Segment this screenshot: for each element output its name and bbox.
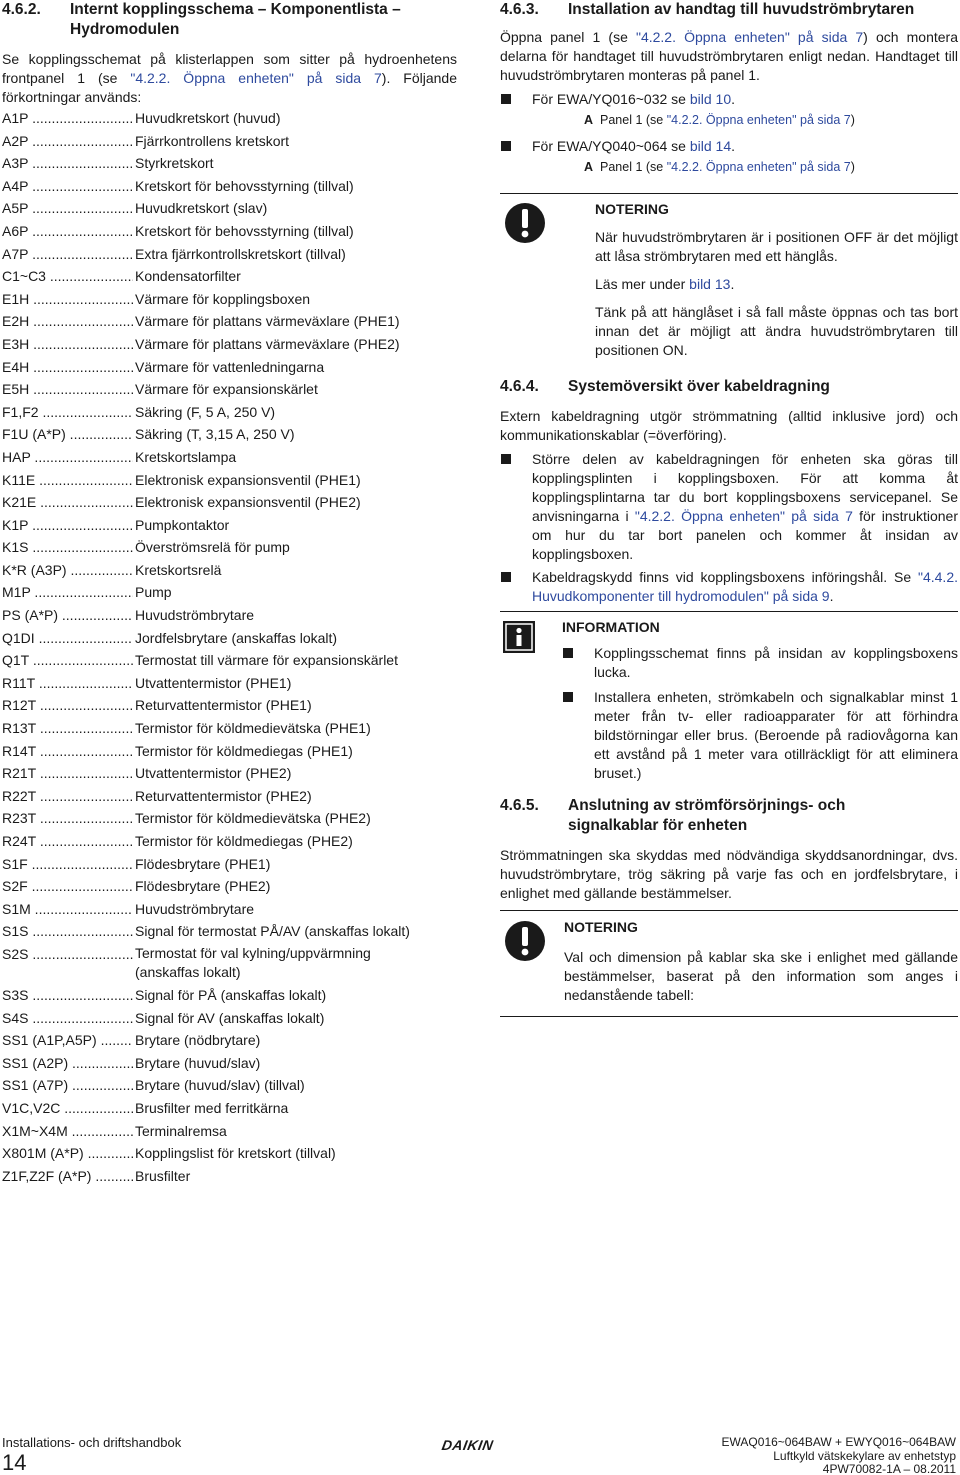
abbreviation-description: Elektronisk expansionsventil (PHE1) — [134, 469, 361, 491]
abbreviation-code: SS1 (A7P) ..... — [2, 1074, 133, 1096]
footer-doc-code: 4PW70082-1A – 08.2011 — [822, 1462, 956, 1475]
abbreviation-row — [2, 1074, 457, 1097]
abbreviation-list — [2, 107, 457, 1187]
bullet-cable-guard: Kabeldragskydd finns vid kopplingsboxens införingshål. Se "4.4.2. Huvudkomponenter till hydromodulen" på sida 9. — [500, 568, 958, 606]
abbreviation-row — [2, 604, 457, 627]
abbreviation-row — [2, 984, 457, 1007]
section-heading-462 — [2, 0, 457, 40]
bullet-square-icon — [563, 692, 573, 702]
abbreviation-row — [2, 717, 457, 740]
abbreviation-row — [2, 220, 457, 243]
note-box-1 — [500, 200, 958, 360]
abbreviation-description: Värmare för plattans värmeväxlare (PHE1) — [134, 310, 400, 332]
note-box-2 — [500, 918, 958, 1005]
abbreviation-code: R12T ..... — [2, 694, 133, 716]
abbreviation-row — [2, 536, 457, 559]
warning-exclamation-icon — [504, 202, 546, 244]
abbreviation-code: E4H ..... — [2, 356, 133, 378]
abbreviation-code: Q1T ..... — [2, 649, 133, 671]
abbreviation-description: Returvattentermistor (PHE1) — [134, 694, 312, 716]
abbreviation-code: R24T ..... — [2, 830, 133, 852]
abbreviation-code: PS (A*P) ..... — [2, 604, 133, 626]
abbreviation-row — [2, 152, 457, 175]
abbreviation-row — [2, 581, 457, 604]
abbreviation-row — [2, 943, 457, 984]
abbreviation-description: Elektronisk expansionsventil (PHE2) — [134, 491, 361, 513]
info-box — [500, 618, 958, 783]
divider — [500, 910, 958, 911]
abbreviation-description: Värmare för vattenledningarna — [134, 356, 324, 378]
abbreviation-code: A3P ..... — [2, 152, 133, 174]
abbreviation-description: Säkring (F, 5 A, 250 V) — [134, 401, 275, 423]
section-heading-465: 4.6.5. Anslutning av strömförsörjnings- och signalkablar för enheten — [500, 797, 846, 834]
abbreviation-row — [2, 288, 457, 311]
abbreviation-description: Kretskort för behovsstyrning (tillval) — [134, 220, 354, 242]
abbreviation-code: A2P ..... — [2, 130, 133, 152]
abbreviation-code: A7P ..... — [2, 243, 133, 265]
abbreviation-row — [2, 762, 457, 785]
abbreviation-code: E3H ..... — [2, 333, 133, 355]
bullet-ewayq016: För EWA/YQ016~032 se bild 10. — [500, 90, 958, 109]
abbreviation-description: Termistor för köldmedievätska (PHE2) — [134, 807, 371, 829]
abbreviation-description: Termostat för val kylning/uppvärmning (anskaffas lokalt) — [134, 944, 434, 982]
info-bullet: Installera enheten, strömkabeln och signalkablar minst 1 meter från tv- eller radioapparater för att förhindra bildstörningar eller brus. (Beroende på radiovågorna kan ett avstånd på 1 meter vara otillräckligt för att eliminera bruset.) — [562, 688, 958, 783]
footer-description: Luftkyld vätskekylare av enhetstyp — [773, 1449, 956, 1463]
abbreviation-code: M1P ..... — [2, 581, 133, 603]
abbreviation-code: K*R (A3P) ..... — [2, 559, 133, 581]
s3-paragraph: Öppna panel 1 (se "4.2.2. Öppna enheten" på sida 7) och montera delarna för handtaget till huvudströmbrytaren enligt nedan. Handtaget till huvudströmbrytaren monteras på panel 1. — [500, 29, 958, 83]
s5-paragraph: Strömmatningen ska skyddas med nödvändiga skyddsanordningar, dvs. huvudströmbrytare, trög säkring på varje fas och en jordfelsbrytare, i enlighet med gällande bestämmelser. — [500, 847, 958, 901]
abbreviation-code: Q1DI ..... — [2, 627, 133, 649]
info-title: INFORMATION — [562, 619, 660, 635]
abbreviation-description: Överströmsrelä för pump — [134, 536, 290, 558]
abbreviation-code: V1C,V2C ..... — [2, 1097, 133, 1119]
abbreviation-row — [2, 785, 457, 808]
abbreviation-row — [2, 807, 457, 830]
abbreviation-description: Brusfilter med ferritkärna — [134, 1097, 288, 1119]
abbreviation-description: Kopplingslist för kretskort (tillval) — [134, 1142, 336, 1164]
abbreviation-code: R23T ..... — [2, 807, 133, 829]
abbreviation-row — [2, 423, 457, 446]
abbreviation-code: F1,F2 ..... — [2, 401, 133, 423]
abbreviation-description: Värmare för plattans värmeväxlare (PHE2) — [134, 333, 400, 355]
abbreviation-row — [2, 853, 457, 876]
abbreviation-row — [2, 130, 457, 153]
abbreviation-description: Brytare (huvud/slav) (tillval) — [134, 1074, 305, 1096]
divider — [500, 193, 958, 194]
abbreviation-row — [2, 378, 457, 401]
heading-text: Internt kopplingsschema – Komponentlista – Hydromodulen — [70, 1, 401, 38]
footer-model: EWAQ016~064BAW + EWYQ016~064BAW — [721, 1435, 956, 1449]
abbreviation-code: S3S ..... — [2, 984, 133, 1006]
abbreviation-description: Utvattentermistor (PHE1) — [134, 672, 291, 694]
abbreviation-code: A6P ..... — [2, 220, 133, 242]
abbreviation-description: Terminalremsa — [134, 1120, 227, 1142]
abbreviation-code: S4S ..... — [2, 1007, 133, 1029]
information-icon — [502, 620, 536, 654]
abbreviation-code: E5H ..... — [2, 378, 133, 400]
abbreviation-code: K21E ..... — [2, 491, 133, 513]
abbreviation-description: Värmare för expansionskärlet — [134, 378, 318, 400]
abbreviation-code: R11T ..... — [2, 672, 133, 694]
bullet-square-icon — [563, 648, 573, 658]
abbreviation-row — [2, 446, 457, 469]
abbreviation-row — [2, 1052, 457, 1075]
abbreviation-row — [2, 514, 457, 537]
abbreviation-description: Extra fjärrkontrollskretskort (tillval) — [134, 243, 346, 265]
divider — [500, 1016, 958, 1017]
abbreviation-description: Pump — [134, 581, 172, 603]
link-bild-14[interactable]: bild 14 — [689, 138, 732, 154]
bullet-square-icon — [501, 572, 511, 582]
page-number: 14 — [2, 1450, 27, 1475]
abbreviation-code: HAP ..... — [2, 446, 133, 468]
abbreviation-code: X801M (A*P) ..... — [2, 1142, 133, 1164]
abbreviation-row — [2, 920, 457, 943]
abbreviation-row — [2, 1142, 457, 1165]
abbreviation-description: Kretskort för behovsstyrning (tillval) — [134, 175, 354, 197]
abbreviation-row — [2, 1029, 457, 1052]
link-open-unit[interactable]: "4.2.2. Öppna enheten" på sida 7 — [130, 70, 382, 86]
abbreviation-description: Jordfelsbrytare (anskaffas lokalt) — [134, 627, 337, 649]
abbreviation-description: Termistor för köldmedievätska (PHE1) — [134, 717, 371, 739]
abbreviation-code: SS1 (A1P,A5P) ..... — [2, 1029, 133, 1051]
abbreviation-description: Termistor för köldmediegas (PHE2) — [134, 830, 353, 852]
abbreviation-row — [2, 333, 457, 356]
abbreviation-code: S1F ..... — [2, 853, 133, 875]
abbreviation-row — [2, 559, 457, 582]
abbreviation-code: R13T ..... — [2, 717, 133, 739]
abbreviation-description: Kretskortsrelä — [134, 559, 221, 581]
abbreviation-code: A4P ..... — [2, 175, 133, 197]
abbreviation-description: Pumpkontaktor — [134, 514, 229, 536]
abbreviation-description: Fjärrkontrollens kretskort — [134, 130, 289, 152]
abbreviation-code: F1U (A*P) ..... — [2, 423, 133, 445]
note-text: Tänk på att hänglåset i så fall måste öppnas och tas bort innan det är möjligt att ändra huvudströmbrytaren till positionen ON. — [595, 304, 958, 358]
abbreviation-row — [2, 469, 457, 492]
abbreviation-description: Huvudkretskort (huvud) — [134, 107, 281, 129]
heading-number: 4.6.2. — [2, 1, 41, 18]
section-heading-464: 4.6.4. Systemöversikt över kabeldragning — [500, 378, 830, 395]
abbreviation-code: E1H ..... — [2, 288, 133, 310]
sub-item-panel-a: A Panel 1 (se "4.2.2. Öppna enheten" på sida 7) — [584, 160, 855, 174]
abbreviation-description: Huvudströmbrytare — [134, 898, 254, 920]
abbreviation-row — [2, 694, 457, 717]
bullet-square-icon — [501, 454, 511, 464]
link-open-unit[interactable]: "4.2.2. Öppna enheten" på sida 7 — [666, 113, 851, 127]
abbreviation-code: K11E ..... — [2, 469, 133, 491]
note-text: Val och dimension på kablar ska ske i enlighet med gällande bestämmelser, baserat på den information som anges i nedanstående tabell: — [564, 949, 958, 1003]
footer-manual-title: Installations- och driftshandbok — [2, 1435, 182, 1450]
link-open-unit[interactable]: "4.2.2. Öppna enheten" på sida 7 — [635, 29, 864, 45]
link-open-unit[interactable]: "4.2.2. Öppna enheten" på sida 7 — [666, 160, 851, 174]
abbreviation-description: Flödesbrytare (PHE1) — [134, 853, 270, 875]
abbreviation-code: S1S ..... — [2, 920, 133, 942]
abbreviation-description: Värmare för kopplingsboxen — [134, 288, 310, 310]
abbreviation-row — [2, 1120, 457, 1143]
abbreviation-description: Utvattentermistor (PHE2) — [134, 762, 291, 784]
abbreviation-description: Brytare (nödbrytare) — [134, 1029, 260, 1051]
abbreviation-code: R14T ..... — [2, 740, 133, 762]
abbreviation-row — [2, 356, 457, 379]
abbreviation-code: S2F ..... — [2, 875, 133, 897]
abbreviation-code: Z1F,Z2F (A*P) ..... — [2, 1165, 133, 1187]
link-main-components[interactable]: "4.4.2. Huvudkomponenter till hydromodulen" på sida 9 — [532, 569, 958, 604]
abbreviation-row — [2, 491, 457, 514]
abbreviation-code: R21T ..... — [2, 762, 133, 784]
abbreviation-row — [2, 830, 457, 853]
abbreviation-code: A5P ..... — [2, 197, 133, 219]
abbreviation-description: Flödesbrytare (PHE2) — [134, 875, 270, 897]
bullet-ewayq040: För EWA/YQ040~064 se bild 14. — [500, 137, 958, 156]
bullet-cabling: Större delen av kabeldragningen för enheten ska göras till kopplingsplinten i kopplingsboxen. För att komma åt kopplingsplintarna tar du bort kopplingsboxens servicepanel. Se anvisningarna i "4.2.2. Öppna enheten" på sida 7 för instruktioner om hur du tar bort panelen och kommer åt insidan av kopplingsboxen. — [500, 450, 958, 564]
abbreviation-code: SS1 (A2P) ..... — [2, 1052, 133, 1074]
daikin-logo: DAIKIN — [440, 1437, 495, 1453]
divider — [500, 611, 958, 612]
info-bullet: Kopplingsschemat finns på insidan av kopplingsboxens lucka. — [562, 644, 958, 682]
abbreviation-code: K1S ..... — [2, 536, 133, 558]
abbreviation-description: Kondensatorfilter — [134, 265, 241, 287]
note-text: Läs mer under bild 13. — [595, 276, 735, 292]
abbreviation-description: Säkring (T, 3,15 A, 250 V) — [134, 423, 295, 445]
abbreviation-row — [2, 1165, 457, 1188]
abbreviation-description: Brusfilter — [134, 1165, 190, 1187]
intro-paragraph: Se kopplingsschemat på klisterlappen som sitter på hydroenhetens frontpanel 1 (se "4.2.2. Öppna enheten" på sida 7). Följande förkortningar används: — [2, 51, 457, 105]
abbreviation-code: E2H ..... — [2, 310, 133, 332]
section-heading-463: 4.6.3. Installation av handtag till huvudströmbrytaren — [500, 1, 915, 18]
abbreviation-row — [2, 265, 457, 288]
abbreviation-code: R22T ..... — [2, 785, 133, 807]
abbreviation-description: Styrkretskort — [134, 152, 214, 174]
sub-item-panel-a: A Panel 1 (se "4.2.2. Öppna enheten" på sida 7) — [584, 113, 855, 127]
abbreviation-row — [2, 1007, 457, 1030]
abbreviation-row — [2, 898, 457, 921]
abbreviation-code: A1P ..... — [2, 107, 133, 129]
page-footer — [0, 1432, 960, 1475]
s4-paragraph: Extern kabeldragning utgör strömmatning (alltid inklusive jord) och kommunikationskablar (=överföring). — [500, 408, 958, 443]
abbreviation-row — [2, 197, 457, 220]
abbreviation-description: Kretskortslampa — [134, 446, 236, 468]
note-title: NOTERING — [595, 201, 669, 217]
abbreviation-code: S1M ..... — [2, 898, 133, 920]
abbreviation-row — [2, 310, 457, 333]
abbreviation-row — [2, 875, 457, 898]
abbreviation-description: Signal för PÅ (anskaffas lokalt) — [134, 984, 326, 1006]
abbreviation-row — [2, 175, 457, 198]
abbreviation-row — [2, 107, 457, 130]
abbreviation-description: Termistor för köldmediegas (PHE1) — [134, 740, 353, 762]
abbreviation-row — [2, 672, 457, 695]
link-bild-10[interactable]: bild 10 — [689, 91, 732, 107]
abbreviation-description: Huvudkretskort (slav) — [134, 197, 267, 219]
abbreviation-code: K1P ..... — [2, 514, 133, 536]
abbreviation-row — [2, 649, 457, 672]
link-bild-13[interactable]: bild 13 — [689, 276, 731, 292]
link-open-unit[interactable]: "4.2.2. Öppna enheten" på sida 7 — [634, 508, 853, 524]
bullet-square-icon — [501, 94, 511, 104]
note-text: När huvudströmbrytaren är i positionen OFF är det möjligt att låsa strömbrytaren med ett hänglås. — [595, 229, 958, 264]
abbreviation-description: Signal för termostat PÅ/AV (anskaffas lokalt) — [134, 920, 410, 942]
abbreviation-row — [2, 627, 457, 650]
abbreviation-description: Returvattentermistor (PHE2) — [134, 785, 312, 807]
abbreviation-row — [2, 1097, 457, 1120]
abbreviation-code: S2S ..... — [2, 943, 133, 965]
abbreviation-row — [2, 401, 457, 424]
bullet-square-icon — [501, 141, 511, 151]
abbreviation-description: Huvudströmbrytare — [134, 604, 254, 626]
abbreviation-row — [2, 740, 457, 763]
abbreviation-row — [2, 243, 457, 266]
abbreviation-description: Brytare (huvud/slav) — [134, 1052, 260, 1074]
abbreviation-code: C1~C3 ..... — [2, 265, 133, 287]
abbreviation-description: Termostat till värmare för expansionskärlet — [134, 649, 398, 671]
abbreviation-code: X1M~X4M ..... — [2, 1120, 133, 1142]
warning-exclamation-icon — [504, 920, 546, 962]
note-title: NOTERING — [564, 919, 638, 935]
abbreviation-description: Signal för AV (anskaffas lokalt) — [134, 1007, 324, 1029]
